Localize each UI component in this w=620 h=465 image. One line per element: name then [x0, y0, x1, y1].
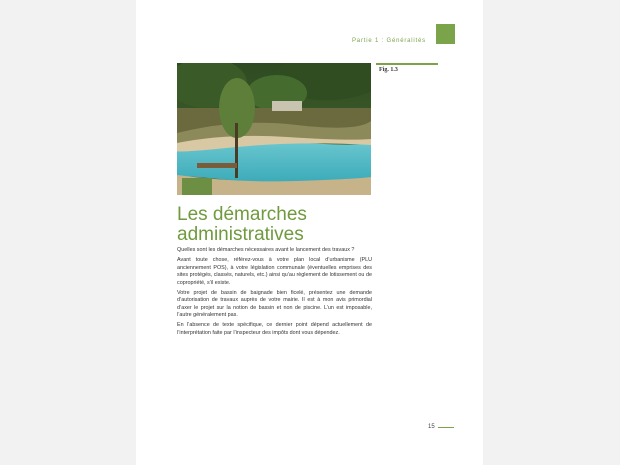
figure-label: Fig. 1.3	[379, 67, 398, 73]
section-header: Partie 1 : Généralités	[352, 38, 426, 44]
paragraph: Avant toute chose, référez-vous à votre plan local d’urbanisme (PLU anciennement POS), à votre législation communale (éventuelles emprises des sites protégés, classés, naturels, etc.) ainsi qu’au règlement de lotissement ou de copropriété, s’il existe.	[177, 257, 372, 286]
pool-photo	[177, 63, 371, 195]
paragraph: Quelles sont les démarches nécessaires avant le lancement des travaux ?	[177, 247, 355, 253]
page-number-rule	[438, 427, 454, 428]
body-text	[177, 247, 372, 340]
paragraph: Votre projet de bassin de baignade bien ficelé, présentez une demande d’autorisation de travaux auprès de votre mairie. Il est à mon avis primordial d’axer le projet sur la notion de bassin et non de piscine. L’un est imposable, l’autre généralement pas.	[177, 289, 372, 318]
figure-rule	[376, 63, 438, 65]
page-number: 15	[428, 424, 435, 430]
book-page	[136, 0, 483, 465]
pool-photo-illustration	[177, 63, 371, 195]
page-title-line-1: Les démarches	[177, 204, 307, 225]
page-title	[177, 205, 377, 245]
section-marker	[436, 24, 455, 44]
page-title-line-2: administratives	[177, 224, 304, 245]
paragraph: En l’absence de texte spécifique, ce dernier point dépend actuellement de l’interprétation faite par l’inspecteur des impôts dont vous dépendez.	[177, 322, 372, 336]
